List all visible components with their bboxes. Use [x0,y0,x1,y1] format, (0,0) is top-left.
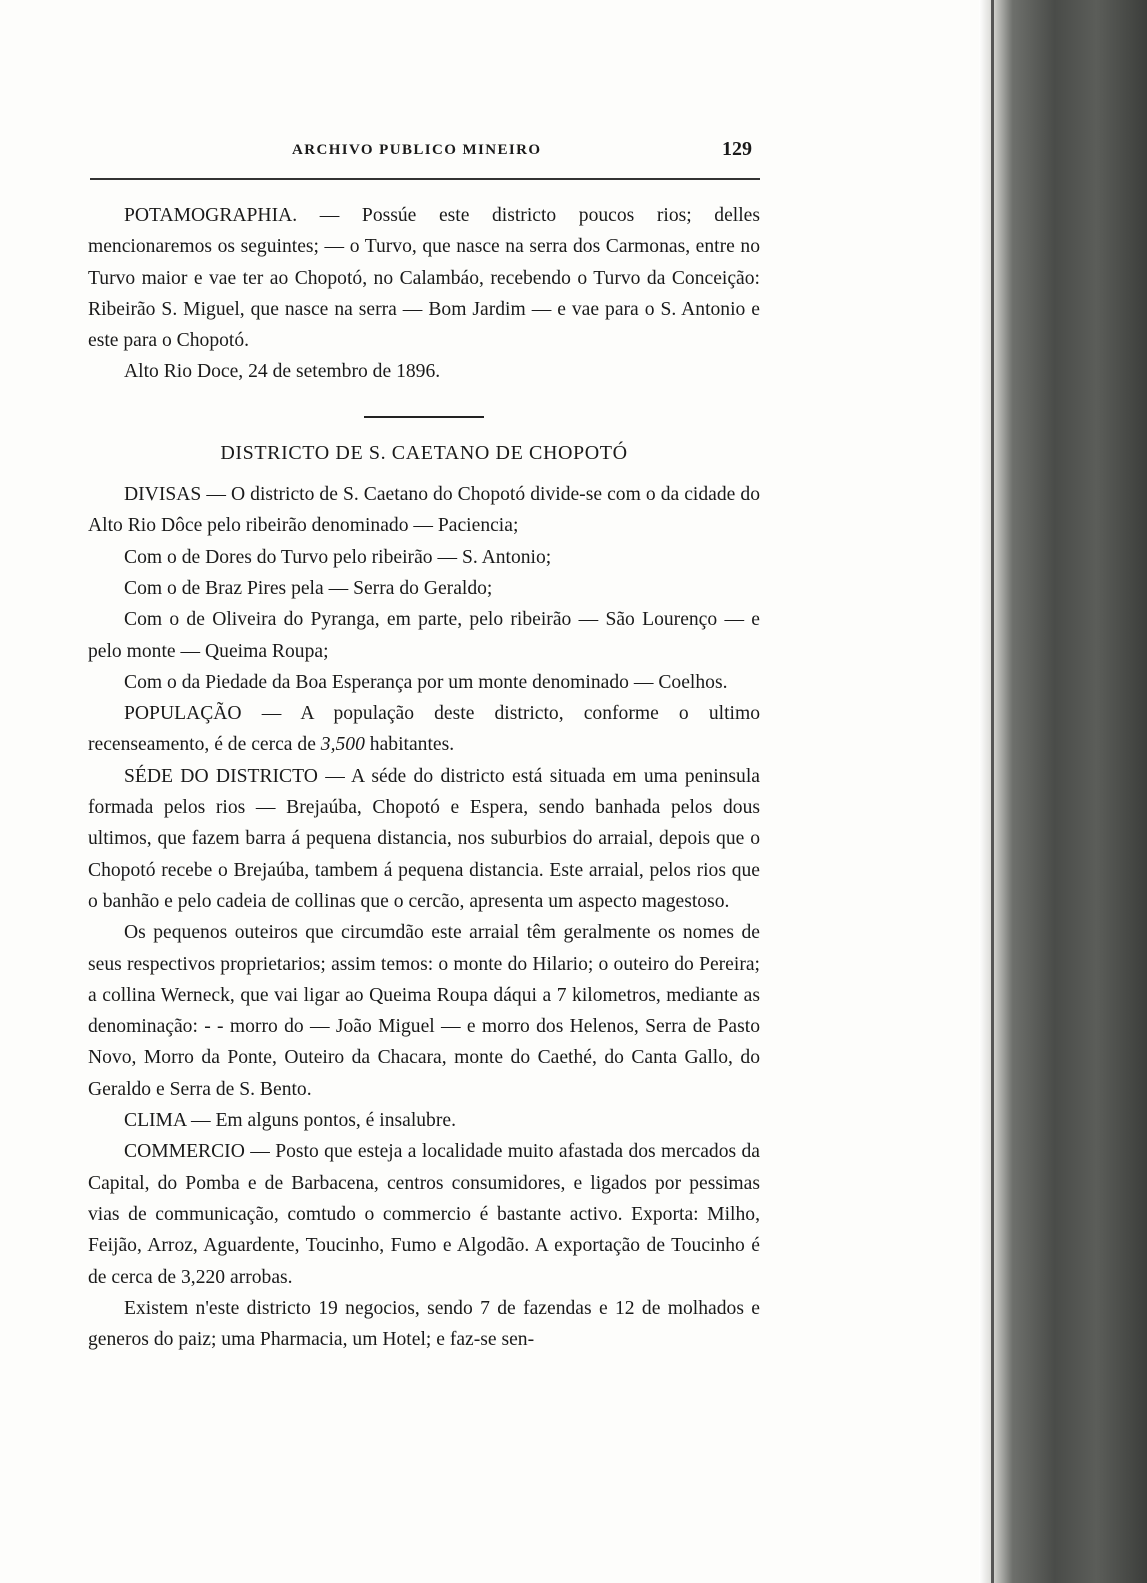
page-gutter-line [991,0,994,1583]
sede-paragraph: SÉDE DO DISTRICTO — A séde do districto está situada em uma peninsula formada pelos rios — Brejaúba, Chopotó e Espera, sendo banhada pelos dous ultimos, que fazem barra á pequena distancia, nos suburbios do arraial, depois que o Chopotó recebe o Brejaúba, tambem á pequena distancia. Este arraial, pelos rios que o banhão e pelo cadeia de collinas que o cercão, apresenta um aspecto magestoso. [88,765,760,912]
district-title: DISTRICTO DE S. CAETANO DE CHOPOTÓ [220,441,628,464]
page-header [292,138,752,166]
page-number: 129 [722,138,752,160]
running-head: ARCHIVO PUBLICO MINEIRO [292,142,542,158]
piedade-paragraph: Com o da Piedade da Boa Esperança por um monte denominado — Coelhos. [124,671,728,693]
braz-pires-paragraph: Com o de Braz Pires pela — Serra do Geraldo; [124,577,493,599]
section-divider [364,416,484,418]
oliveira-paragraph: Com o de Oliveira do Pyranga, em parte, pelo ribeirão — São Lourenço — e pelo monte — Queima Roupa; [88,609,760,662]
populacao-number: 3,500 [320,734,365,756]
populacao-tail: habitantes. [364,734,455,756]
commercio-paragraph: COMMERCIO — Posto que esteja a localidade muito afastada dos mercados da Capital, do Pomba e de Barbacena, centros consumidores, e ligados por pessimas vias de communicação, comtudo o commercio é bastante activo. Exporta: Milho, Feijão, Arroz, Aguardente, Toucinho, Fumo e Algodão. A exportação de Toucinho é de cerca de 3,220 arrobas. [88,1141,760,1288]
date-line: Alto Rio Doce, 24 de setembro de 1896. [124,361,441,383]
populacao-text: POPULAÇÃO — A população deste districto, conforme o ultimo recenseamento, é de cerca de [88,703,760,756]
header-rule [90,178,760,180]
clima-paragraph: CLIMA — Em alguns pontos, é insalubre. [124,1110,456,1132]
negocios-paragraph: Existem n'este districto 19 negocios, sendo 7 de fazendas e 12 de molhados e generos do paiz; uma Pharmacia, um Hotel; e faz-se sen- [88,1297,760,1351]
outeiros-paragraph: Os pequenos outeiros que circumdão este arraial têm geralmente os nomes de seus respectivos proprietarios; assim temos: o monte do Hilario; o outeiro do Pereira; a collina Werneck, que vai ligar ao Queima Roupa dáqui a 7 kilometros, mediante as denominação: - - morro do — João Miguel — e morro dos Helenos, Serra de Pasto Novo, Morro da Ponte, Outeiro da Chacara, monte do Caethé, do Canta Gallo, do Geraldo e Serra de S. Bento. [88,922,760,1100]
body-text [88,200,760,1355]
book-spine-shadow [979,0,1147,1583]
populacao-paragraph [88,698,760,761]
divisas-paragraph: DIVISAS — O districto de S. Caetano do Chopotó divide-se com o da cidade do Alto Rio Dôce pelo ribeirão denominado — Paciencia; [88,484,760,537]
dores-paragraph: Com o de Dores do Turvo pelo ribeirão — S. Antonio; [124,546,552,568]
potamographia-paragraph: POTAMOGRAPHIA. — Possúe este districto poucos rios; delles mencionaremos os seguintes; — o Turvo, que nasce na serra dos Carmonas, entre no Turvo maior e vae ter ao Chopotó, no Calambáo, recebendo o Turvo da Conceição: Ribeirão S. Miguel, que nasce na serra — Bom Jardim — e vae para o S. Antonio e este para o Chopotó. [88,205,760,352]
